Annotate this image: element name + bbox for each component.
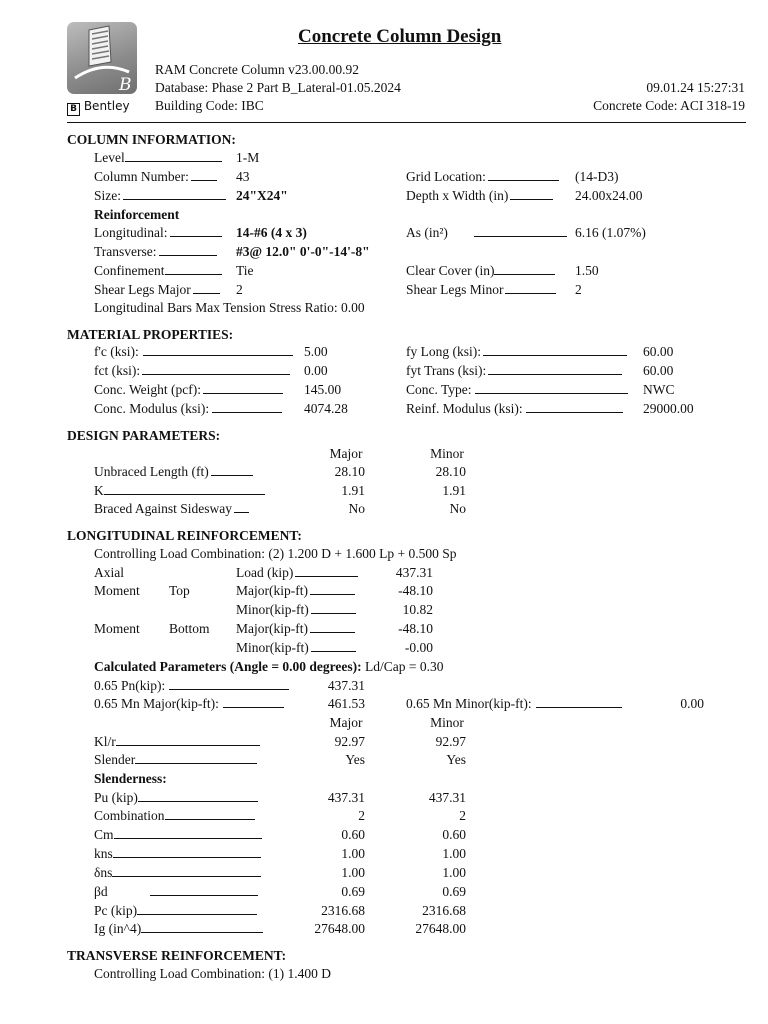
calculated-parameters: Calculated Parameters (Angle = 0.00 degrees): Ld/Cap = 0.30 [94,659,444,674]
transverse-label: Transverse: [94,244,217,260]
controlling-combination: Controlling Load Combination: (2) 1.200 D + 1.600 Lp + 0.500 Sp [94,546,457,561]
design-minor-header: Minor [430,446,464,461]
conc-weight-value: 145.00 [304,382,342,397]
klr-minor: 92.97 [435,734,466,749]
conc-type-label: Conc. Type: [406,382,628,398]
confinement-value: Tie [236,263,254,278]
concrete-code: Concrete Code: ACI 318-19 [593,98,745,113]
fc-value: 5.00 [304,344,328,359]
header-divider [67,122,746,123]
shear-legs-major-value: 2 [236,282,243,297]
pc-major: 2316.68 [321,903,365,918]
column-number-label: Column Number: [94,169,217,185]
top-label: Top [169,583,190,598]
page-title: Concrete Column Design [298,26,502,47]
klr-label: Kl/r [94,734,260,750]
svg-text:B: B [119,75,132,94]
mn-major-label: 0.65 Mn Major(kip-ft): [94,696,284,712]
size-value: 24"X24" [236,188,288,203]
shear-legs-minor-value: 2 [575,282,582,297]
mn-major-value: 461.53 [327,696,365,711]
kns-minor: 1.00 [442,846,466,861]
conc-type-value: NWC [643,382,675,397]
fct-label: fct (ksi): [94,363,290,379]
dns-major: 1.00 [341,865,365,880]
as-value: 6.16 (1.07%) [575,225,646,240]
long-minor-header: Minor [430,715,464,730]
mn-minor-value: 0.00 [680,696,704,711]
transverse-heading: TRANSVERSE REINFORCEMENT: [67,948,287,963]
unbraced-length-label: Unbraced Length (ft) [94,464,253,480]
cm-label: Cm [94,827,262,843]
longitudinal-label: Longitudinal: [94,225,222,241]
cm-minor: 0.60 [442,827,466,842]
bottom-label: Bottom [169,621,210,636]
k-major: 1.91 [341,483,365,498]
design-heading: DESIGN PARAMETERS: [67,428,221,443]
slenderness-heading: Slenderness: [94,771,167,786]
fy-long-value: 60.00 [643,344,674,359]
clear-cover-value: 1.50 [575,263,599,278]
transverse-controlling-combination: Controlling Load Combination: (1) 1.400 D [94,966,331,981]
pn-value: 437.31 [327,678,365,693]
axial-label: Axial [94,565,124,580]
database-name: Database: Phase 2 Part B_Lateral-01.05.2024 [155,80,401,95]
ig-major: 27648.00 [314,921,365,936]
tension-stress-ratio: Longitudinal Bars Max Tension Stress Ratio: 0.00 [94,300,365,315]
dns-label: δns [94,865,261,881]
moment-bottom-label: Moment [94,621,140,636]
column-number-value: 43 [236,169,250,184]
bottom-minor-value: -0.00 [404,640,433,655]
shear-legs-major-label: Shear Legs Major [94,282,220,298]
bottom-major-label: Major(kip-ft) [236,621,355,637]
level-value: 1-M [236,150,260,165]
conc-modulus-value: 4074.28 [304,401,348,416]
combination-label: Combination [94,808,255,824]
size-label: Size: [94,188,226,204]
conc-modulus-label: Conc. Modulus (ksi): [94,401,282,417]
pu-major: 437.31 [327,790,365,805]
report-datetime: 09.01.24 15:27:31 [646,80,745,95]
combination-minor: 2 [459,808,466,823]
fyt-trans-value: 60.00 [643,363,674,378]
slender-label: Slender [94,752,257,768]
slender-major: Yes [345,752,365,767]
confinement-label: Confinement [94,263,222,279]
braced-major: No [348,501,365,516]
reinforcement-heading: Reinforcement [94,207,180,222]
pu-label: Pu (kip) [94,790,258,806]
combination-major: 2 [358,808,365,823]
load-value: 437.31 [395,565,433,580]
kns-label: kns [94,846,261,862]
fy-long-label: fy Long (ksi): [406,344,627,360]
transverse-value: #3@ 12.0" 0'-0"-14'-8" [236,244,370,259]
bd-label: βd [94,884,258,900]
conc-weight-label: Conc. Weight (pcf): [94,382,283,398]
program-version: RAM Concrete Column v23.00.00.92 [155,62,359,77]
dns-minor: 1.00 [442,865,466,880]
ig-minor: 27648.00 [415,921,466,936]
bottom-minor-label: Minor(kip-ft) [236,640,356,656]
pn-label: 0.65 Pn(kip): [94,678,289,694]
top-minor-value: 10.82 [402,602,433,617]
pc-minor: 2316.68 [422,903,466,918]
fc-label: f'c (ksi): [94,344,293,360]
material-heading: MATERIAL PROPERTIES: [67,327,234,342]
slender-minor: Yes [446,752,466,767]
depth-width-value: 24.00x24.00 [575,188,643,203]
clear-cover-label: Clear Cover (in) [406,263,555,279]
ram-logo [67,22,137,94]
pu-minor: 437.31 [428,790,466,805]
k-minor: 1.91 [442,483,466,498]
top-major-value: -48.10 [398,583,433,598]
level-label: Level [94,150,222,166]
cm-major: 0.60 [341,827,365,842]
top-minor-label: Minor(kip-ft) [236,602,356,618]
ig-label: Ig (in^4) [94,921,263,937]
bentley-b-icon: B [67,103,80,116]
bentley-logo [67,98,130,116]
load-label: Load (kip) [236,565,358,581]
reinf-modulus-value: 29000.00 [643,401,694,416]
braced-label: Braced Against Sidesway [94,501,249,517]
kns-major: 1.00 [341,846,365,861]
building-icon [67,22,137,94]
bd-major: 0.69 [341,884,365,899]
fyt-trans-label: fyt Trans (ksi): [406,363,622,379]
shear-legs-minor-label: Shear Legs Minor [406,282,556,298]
as-underline [474,225,567,241]
k-label: K [94,483,265,499]
grid-location-value: (14-D3) [575,169,619,184]
longitudinal-heading: LONGITUDINAL REINFORCEMENT: [67,528,302,543]
column-info-heading: COLUMN INFORMATION: [67,132,236,147]
design-major-header: Major [329,446,363,461]
bd-minor: 0.69 [442,884,466,899]
moment-top-label: Moment [94,583,140,598]
top-major-label: Major(kip-ft) [236,583,355,599]
building-code: Building Code: IBC [155,98,264,113]
fct-value: 0.00 [304,363,328,378]
mn-minor-label: 0.65 Mn Minor(kip-ft): [406,696,622,712]
unbraced-major: 28.10 [334,464,365,479]
grid-location-label: Grid Location: [406,169,559,185]
klr-major: 92.97 [334,734,365,749]
long-major-header: Major [329,715,363,730]
braced-minor: No [449,501,466,516]
pc-label: Pc (kip) [94,903,257,919]
as-label: As (in²) [406,225,448,240]
bentley-wordmark: Bentley [83,99,130,113]
reinf-modulus-label: Reinf. Modulus (ksi): [406,401,623,417]
bottom-major-value: -48.10 [398,621,433,636]
unbraced-minor: 28.10 [435,464,466,479]
longitudinal-value: 14-#6 (4 x 3) [236,225,307,240]
depth-width-label: Depth x Width (in) [406,188,553,204]
